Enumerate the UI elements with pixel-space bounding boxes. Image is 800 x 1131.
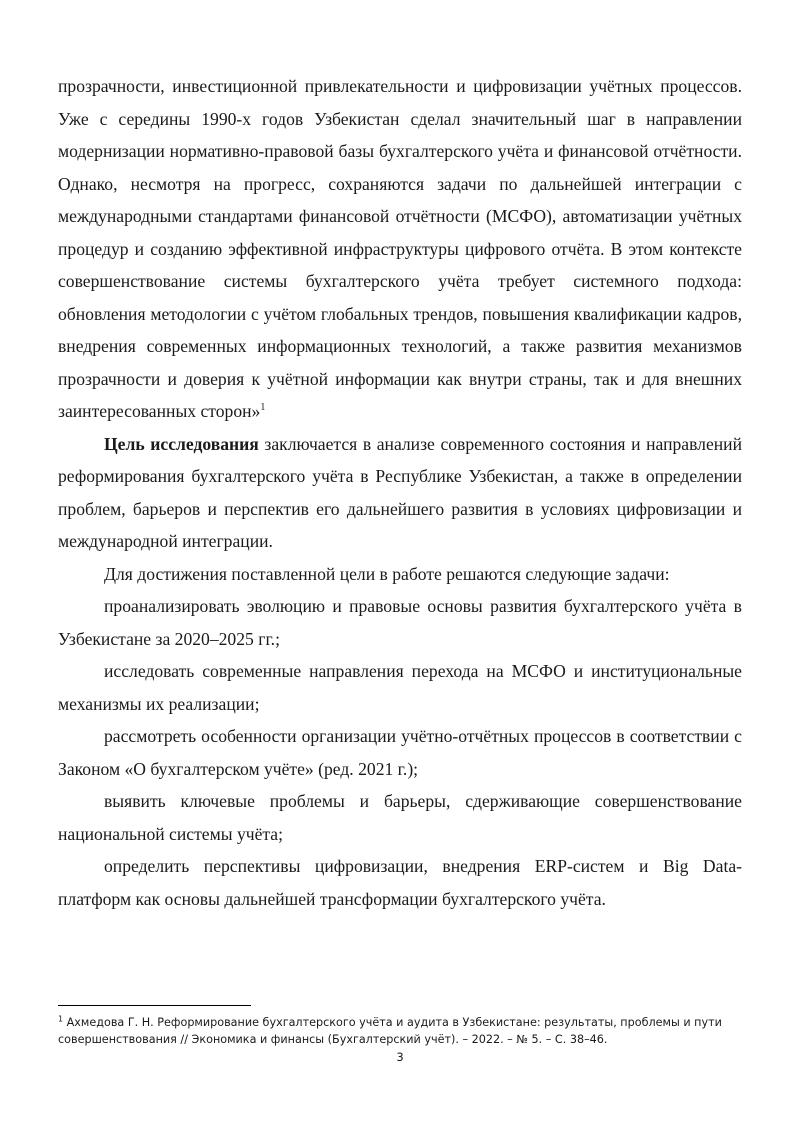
paragraph-intro-continued bbox=[58, 70, 742, 428]
task-item: определить перспективы цифровизации, внедрения ERP-систем и Big Data-платформ как основы дальнейшей трансформации бухгалтерского учёта. bbox=[58, 856, 742, 909]
research-goal-text: заключается в анализе современного состояния и направлений реформирования бухгалтерского учёта в Республике Узбекистан, а также в определении проблем, барьеров и перспектив его дальнейшего развития в условиях цифровизации и международной интеграции. bbox=[58, 433, 742, 551]
footnote-number: 1 bbox=[58, 1014, 64, 1024]
research-goal-heading: Цель исследования bbox=[104, 433, 259, 454]
task-item: проанализировать эволюцию и правовые основы развития бухгалтерского учёта в Узбекистане за 2020–2025 гг.; bbox=[58, 596, 742, 649]
footnote-divider bbox=[58, 1005, 251, 1006]
footnote-reference[interactable]: 1 bbox=[260, 402, 266, 414]
footnote-text: Ахмедова Г. Н. Реформирование бухгалтерского учёта и аудита в Узбекистане: результаты, проблемы и пути совершенствования // Экономика и финансы (Бухгалтерский учёт). – 2022. – № 5. – С. 38–46. bbox=[58, 1016, 722, 1046]
paragraph-tasks-intro: Для достижения поставленной цели в работе решаются следующие задачи: bbox=[104, 563, 670, 584]
task-item: исследовать современные направления перехода на МСФО и институциональные механизмы их реализации; bbox=[58, 661, 742, 714]
document-body bbox=[58, 70, 742, 915]
paragraph-intro-text: прозрачности, инвестиционной привлекательности и цифровизации учётных процессов. Уже с середины 1990-х годов Узбекистан сделал значительный шаг в направлении модернизации нормативно-правовой базы бухгалтерского учёта и финансовой отчётности. Однако, несмотря на прогресс, сохраняются задачи по дальнейшей интеграции с международными стандартами финансовой отчётности (МСФО), автоматизации учётных процедур и созданию эффективной инфраструктуры цифрового отчёта. В этом контексте совершенствование системы бухгалтерского учёта требует системного подхода: обновления методологии с учётом глобальных трендов, повышения квалификации кадров, внедрения современных информационных технологий, а также развития механизмов прозрачности и доверия к учётной информации как внутри страны, так и для внешних заинтересованных сторон» bbox=[58, 76, 742, 421]
page-number: 3 bbox=[396, 1050, 404, 1064]
task-item: выявить ключевые проблемы и барьеры, сдерживающие совершенствование национальной системы учёта; bbox=[58, 791, 742, 844]
paragraph-research-goal bbox=[58, 428, 742, 558]
footnote bbox=[58, 1014, 742, 1048]
task-item: рассмотреть особенности организации учётно-отчётных процессов в соответствии с Законом «О бухгалтерском учёте» (ред. 2021 г.); bbox=[58, 726, 742, 779]
